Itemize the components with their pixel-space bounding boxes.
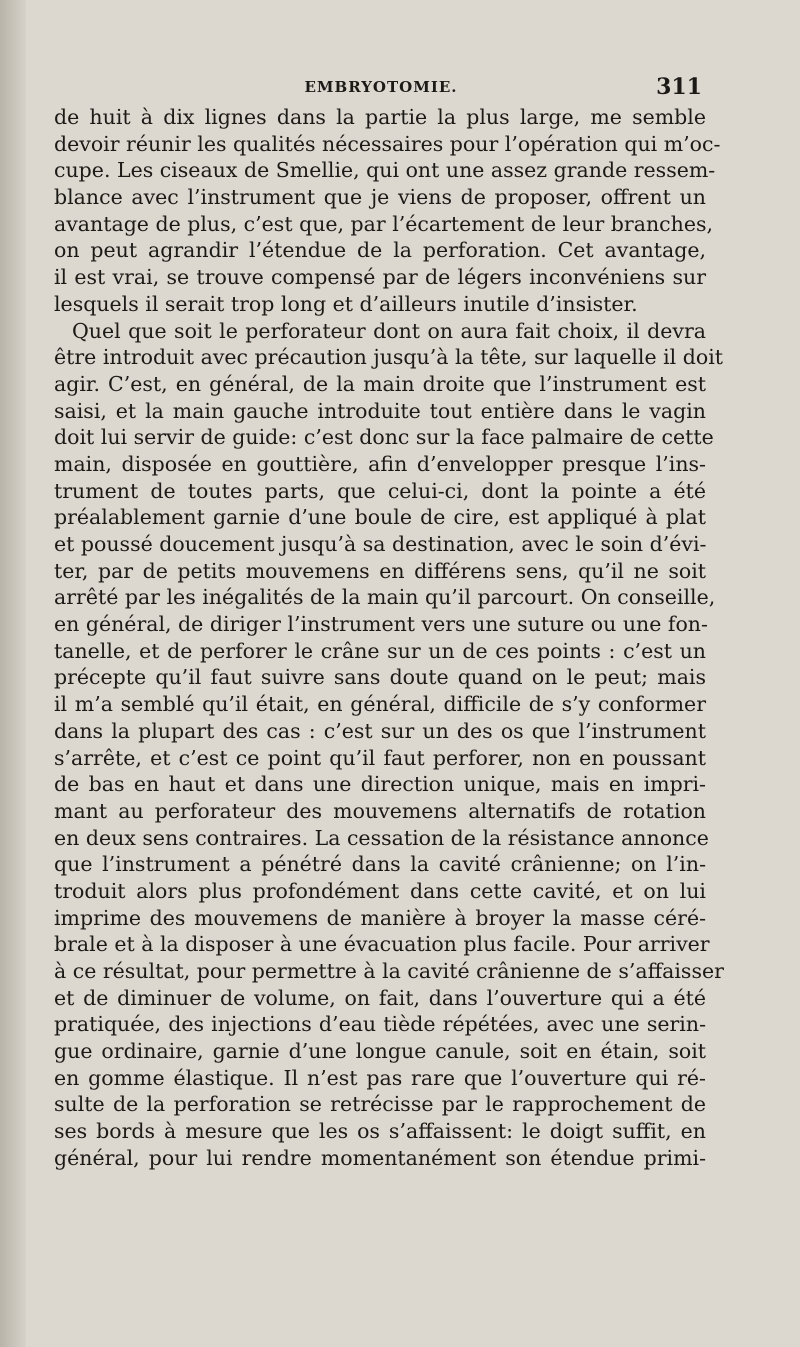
text-line: doit lui servir de guide: c’est donc sur la face palmaire de cette: [54, 425, 714, 450]
text-line: cupe. Les ciseaux de Smellie, qui ont une assez grande ressem-: [54, 158, 716, 183]
text-line: dans la plupart des cas : c’est sur un des os que l’instrument: [54, 718, 706, 743]
text-line: s’arrête, et c’est ce point qu’il faut perforer, non en poussant: [54, 745, 706, 770]
text-line: main, disposée en gouttière, afin d’envelopper presque l’ins-: [54, 451, 706, 476]
text-line: ses bords à mesure que les os s’affaissent: le doigt suffit, en: [54, 1119, 706, 1144]
text-line: en gomme élastique. Il n’est pas rare que l’ouverture qui ré-: [54, 1065, 706, 1090]
text-line: ter, par de petits mouvemens en différens sens, qu’il ne soit: [54, 558, 706, 583]
text-line: général, pour lui rendre momentanément son étendue primi-: [54, 1145, 706, 1170]
text-line: de huit à dix lignes dans la partie la plus large, me semble: [54, 105, 706, 129]
text-line: trument de toutes parts, que celui-ci, dont la pointe a été: [54, 478, 706, 503]
text-line: il est vrai, se trouve compensé par de légers inconvéniens sur: [54, 265, 706, 290]
text-line: préalablement garnie d’une boule de cire, est appliqué à plat: [54, 505, 706, 530]
body-text: [54, 104, 724, 1172]
text-line: et poussé doucement jusqu’à sa destination, avec le soin d’évi-: [54, 532, 707, 556]
text-line: à ce résultat, pour permettre à la cavité crânienne de s’affaisser: [54, 959, 724, 983]
text-line: tanelle, et de perforer le crâne sur un de ces points : c’est un: [54, 638, 706, 663]
text-line: agir. C’est, en général, de la main droite que l’instrument est: [54, 371, 706, 396]
text-line: il m’a semblé qu’il était, en général, difficile de s’y conformer: [54, 692, 706, 717]
text-line: en deux sens contraires. La cessation de la résistance annonce: [54, 825, 709, 850]
text-line: pratiquée, des injections d’eau tiède répétées, avec une serin-: [54, 1012, 706, 1037]
text-line: en général, de diriger l’instrument vers une suture ou une fon-: [54, 612, 708, 637]
text-line: on peut agrandir l’étendue de la perforation. Cet avantage,: [54, 238, 706, 263]
running-title: EMBRYOTOMIE.: [304, 78, 458, 96]
text-line: blance avec l’instrument que je viens de proposer, offrent un: [54, 185, 706, 210]
text-line: que l’instrument a pénétré dans la cavité crânienne; on l’in-: [54, 852, 706, 877]
text-line: précepte qu’il faut suivre sans doute quand on le peut; mais: [54, 665, 706, 690]
page-header: [56, 74, 706, 104]
text-line: devoir réunir les qualités nécessaires pour l’opération qui m’oc-: [54, 131, 721, 156]
text-line: de bas en haut et dans une direction unique, mais en impri-: [54, 772, 706, 797]
text-line: imprime des mouvemens de manière à broyer la masse céré-: [54, 905, 706, 930]
text-line: lesquels il serait trop long et d’ailleurs inutile d’insister.: [54, 291, 638, 316]
page-number: 311: [656, 74, 702, 100]
text-line: sulte de la perforation se retrécisse par le rapprochement de: [54, 1092, 706, 1117]
text-line: arrêté par les inégalités de la main qu’il parcourt. On conseille,: [54, 585, 716, 610]
text-line: mant au perforateur des mouvemens alternatifs de rotation: [54, 798, 706, 823]
text-line: Quel que soit le perforateur dont on aura fait choix, il devra: [72, 318, 706, 343]
text-line: être introduit avec précaution jusqu’à la tête, sur laquelle il doit: [54, 345, 723, 370]
text-line: avantage de plus, c’est que, par l’écartement de leur branches,: [54, 211, 714, 236]
text-line: gue ordinaire, garnie d’une longue canule, soit en étain, soit: [54, 1039, 706, 1064]
text-line: troduit alors plus profondément dans cette cavité, et on lui: [54, 878, 706, 903]
text-line: saisi, et la main gauche introduite tout entière dans le vagin: [54, 398, 706, 423]
text-line: brale et à la disposer à une évacuation plus facile. Pour arriver: [54, 932, 710, 957]
text-line: et de diminuer de volume, on fait, dans l’ouverture qui a été: [54, 985, 706, 1010]
page-gutter: [0, 0, 26, 1347]
